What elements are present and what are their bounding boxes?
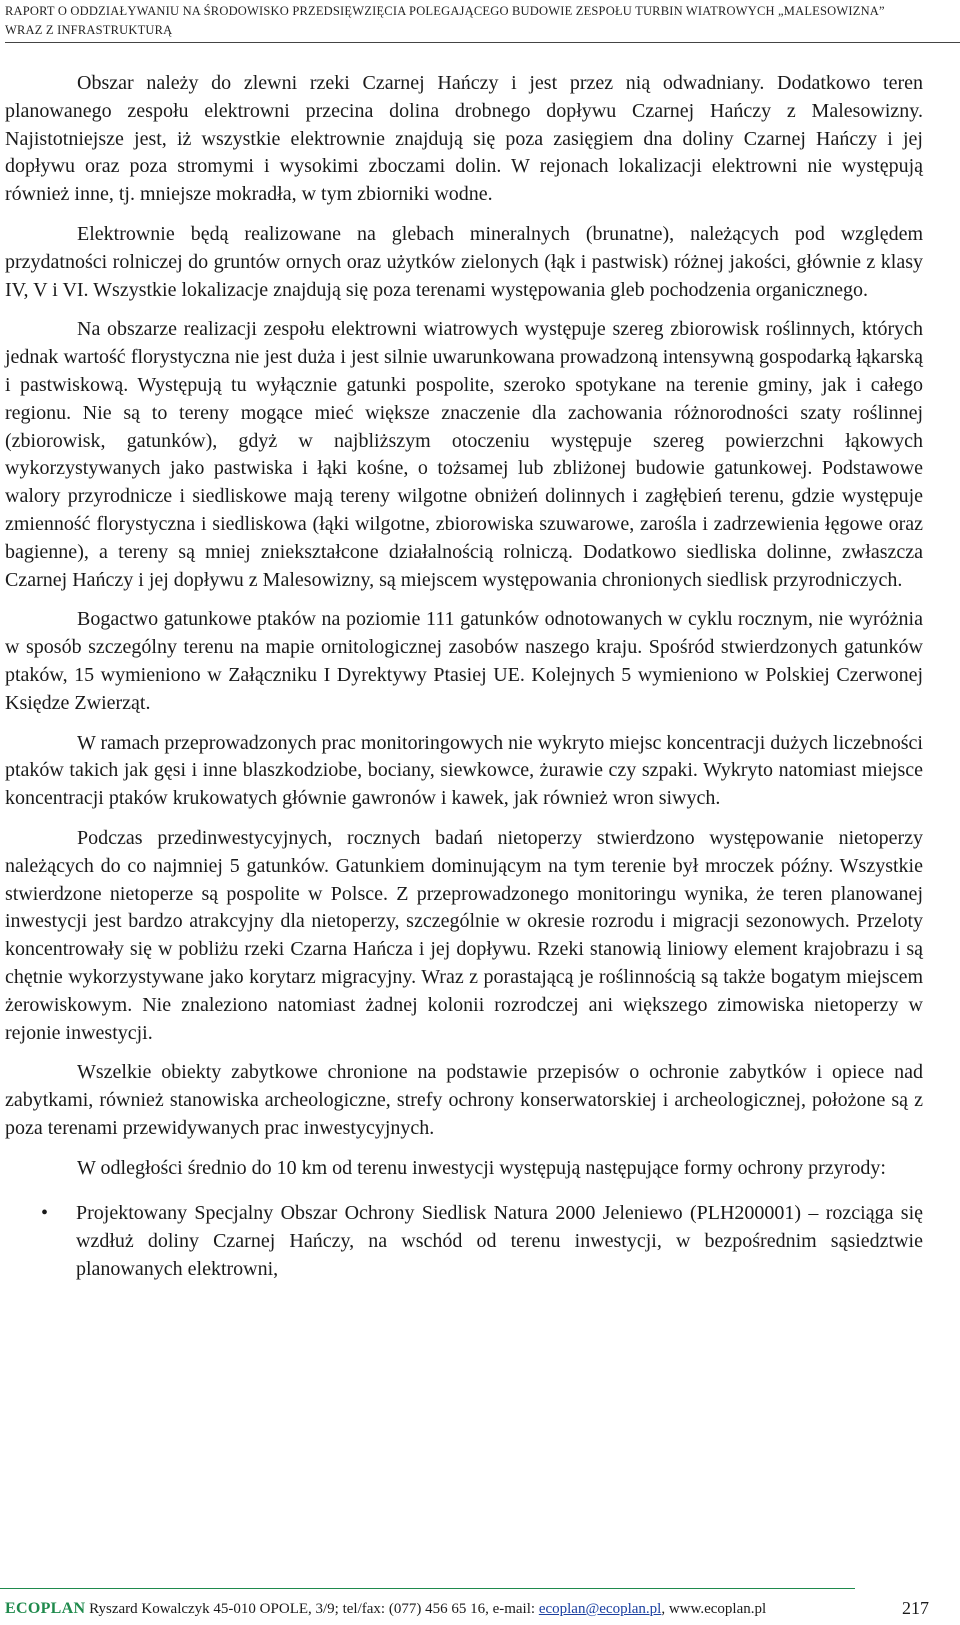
document-footer [0,1588,929,1622]
list-item [5,1200,923,1283]
footer-divider [0,1588,855,1589]
paragraph-vegetation: Na obszarze realizacji zespołu elektrowni wiatrowych występuje szereg zbiorowisk roślinnych, których jednak wartość florystyczna nie jest duża i jest silnie uwarunkowana prowadzoną intensywną gospodarką łąkarską i pastwiskową. Występują tu wyłącznie gatunki pospolite, szeroko spotykane na terenie gminy, jak i całego regionu. Nie są to tereny mogące mieć większe znaczenie dla zachowania różnorodności szaty roślinnej (zbiorowisk, gatunków), gdyż w najbliższym otoczeniu występuje szereg powierzchni łąkowych wykorzystywanych jako pastwiska i łąki kośne, o tożsamej lub zbliżonej budowie gatunkowej. Podstawowe walory przyrodnicze i siedliskowe mają tereny wilgotne obniżeń dolinnych i zagłębień terenu, gdzie występuje zmienność florystyczna i siedliskowa (łąki wilgotne, zbiorowiska szuwarowe, zarośla i zadrzewienia łęgowe oraz bagienne), a tereny są mniej zniekształcone działalnością rolniczą. Dodatkowo siedliska dolinne, zwłaszcza Czarnej Hańczy i jej dopływu z Malesowizny, są miejscem występowania chronionych siedlisk przyrodniczych. [5,318,923,591]
paragraph-birds-monitoring: W ramach przeprowadzonych prac monitoringowych nie wykryto miejsc koncentracji dużych liczebności ptaków takich jak gęsi i inne blaszkodziobe, bociany, siewkowce, żurawie czy szpaki. Wykryto natomiast miejsce koncentracji ptaków krukowatych głównie gawronów i kawek, jak również wron siwych. [5,731,923,810]
footer-brand-logo: ECOPLAN [5,1600,86,1617]
paragraph-monuments: Wszelkie obiekty zabytkowe chronione na podstawie przepisów o ochronie zabytków i opiece nad zabytkami, również stanowiska archeologiczne, strefy ochrony konserwatorskiej i archeologicznej, położone są z poza terenami przewidywanych prac inwestycyjnych. [5,1061,923,1139]
paragraph-birds-species: Bogactwo gatunkowe ptaków na poziomie 111 gatunków odnotowanych w cyklu rocznym, nie wyróżnia w sposób szczególny terenu na mapie ornitologicznej zasobów naszego kraju. Spośród stwierdzonych gatunków ptaków, 15 wymieniono w Załączniku I Dyrektywy Ptasiej UE. Kolejnych 5 wymieniono w Polskiej Czerwonej Księdze Zwierząt. [5,608,923,714]
footer-email-link[interactable]: ecoplan@ecoplan.pl [538,1601,662,1617]
header-title-line-2: WRAZ Z INFRASTRUKTURĄ [5,23,173,37]
footer-address: Ryszard Kowalczyk 45-010 OPOLE, 3/9; tel/fax: (077) 456 65 16, e-mail: [85,1601,539,1617]
page-number: 217 [902,1598,929,1618]
paragraph-protection-forms: W odległości średnio do 10 km od terenu inwestycji występują następujące formy ochrony przyrody: [77,1156,886,1179]
paragraph-bats: Podczas przedinwestycyjnych, rocznych badań nietoperzy stwierdzono występowanie nietoperzy należących do co najmniej 5 gatunków. Gatunkiem dominującym na tym terenie był mroczek późny. Wszystkie stwierdzone nietoperze są pospolite w Polsce. Z przeprowadzonego monitoringu wynika, że teren planowanej inwestycji jest bardzo atrakcyjny dla nietoperzy, szczególnie w okresie rozrodu i migracji sezonowych. Przeloty koncentrowały się w pobliżu rzeki Czarna Hańcza i jej dopływu. Rzeki stanowią liniowy element krajobrazu i są chętnie wykorzystywane jako korytarz migracyjny. Wraz z porastającą je roślinnością są także bogatym miejscem żerowiskowym. Nie znaleziono natomiast żadnej kolonii rozrodczej ani większego zimowiska nietoperzy w rejonie inwestycji. [5,826,923,1044]
list-item-text: Projektowany Specjalny Obszar Ochrony Siedlisk Natura 2000 Jeleniewo (PLH200001) – rozciąga się wzdłuż doliny Czarnej Hańczy, na wschód od terenu inwestycji, w bezpośrednim sąsiedztwie planowanych elektrowni, [76,1202,923,1281]
footer-website[interactable]: www.ecoplan.pl [668,1601,767,1617]
header-title-line-1: RAPORT O ODDZIAŁYWANIU NA ŚRODOWISKO PRZEDSIĘWZIĘCIA POLEGAJĄCEGO BUDOWIE ZESPOŁU TURBIN WIATROWYCH „MALESOWIZNA” [5,4,885,18]
footer-contact [5,1600,766,1618]
document-body [5,70,923,1284]
paragraph-hydrology: Obszar należy do zlewni rzeki Czarnej Hańczy i jest przez nią odwadniany. Dodatkowo teren planowanego zespołu elektrowni przecina dolina drobnego dopływu Czarnej Hańczy z Malesowizny. Najistotniejsze jest, iż wszystkie elektrownie znajdują się poza zasięgiem dna doliny Czarnej Hańczy i jej dopływu oraz poza stromymi i wysokimi zboczami dolin. W rejonach lokalizacji elektrowni nie występują również inne, tj. mniejsze mokradła, w tym zbiorniki wodne. [5,72,923,206]
bullet-icon: • [41,1202,49,1225]
paragraph-soils: Elektrownie będą realizowane na glebach mineralnych (brunatne), należących pod względem przydatności rolniczej do gruntów ornych oraz użytków zielonych (łąk i pastwisk) różnej jakości, głównie z klasy IV, V i VI. Wszystkie lokalizacje znajdują się poza terenami występowania gleb pochodzenia organicznego. [5,222,923,301]
protection-forms-list [5,1200,923,1283]
footer-separator: , [661,1601,669,1617]
document-header [5,2,960,43]
